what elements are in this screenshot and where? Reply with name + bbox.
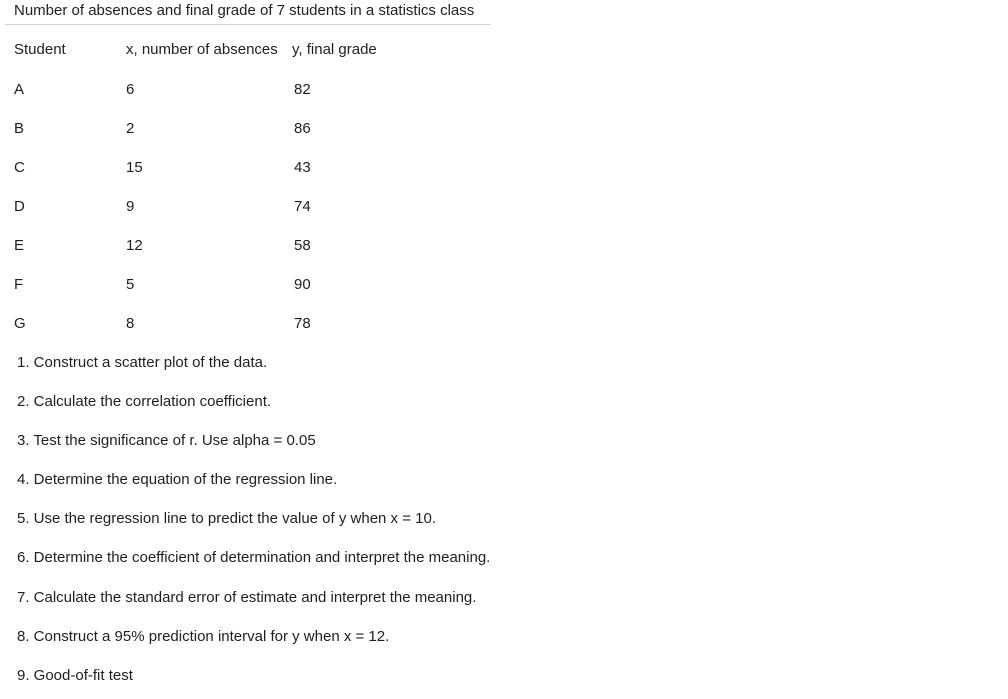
table-row-absences: 2 xyxy=(126,120,135,137)
table-row-student: A xyxy=(14,81,25,98)
table-row-grade: 86 xyxy=(294,120,311,137)
table-row-absences: 6 xyxy=(126,81,135,98)
header-student: Student xyxy=(14,41,66,58)
question-item: 1. Construct a scatter plot of the data. xyxy=(17,354,268,371)
table-row-student: D xyxy=(14,198,25,215)
table-row-student: G xyxy=(14,315,26,332)
header-final-grade: y, final grade xyxy=(292,41,377,58)
title-divider xyxy=(5,24,490,25)
table-row-grade: 43 xyxy=(294,159,311,176)
table-row-grade: 78 xyxy=(294,315,311,332)
table-row-absences: 15 xyxy=(126,159,143,176)
question-item: 7. Calculate the standard error of estimate and interpret the meaning. xyxy=(17,589,477,606)
question-item: 4. Determine the equation of the regression line. xyxy=(17,471,338,488)
question-item: 2. Calculate the correlation coefficient. xyxy=(17,393,272,410)
question-item: 8. Construct a 95% prediction interval for y when x = 12. xyxy=(17,628,390,645)
question-item: 5. Use the regression line to predict the value of y when x = 10. xyxy=(17,510,436,527)
table-row-absences: 9 xyxy=(126,198,135,215)
question-item: 9. Good-of-fit test xyxy=(17,667,133,684)
table-row-grade: 58 xyxy=(294,237,311,254)
table-row-absences: 8 xyxy=(126,315,135,332)
question-item: 3. Test the significance of r. Use alpha = 0.05 xyxy=(17,432,316,449)
table-row-student: B xyxy=(14,120,25,137)
table-row-student: F xyxy=(14,276,24,293)
table-row-absences: 12 xyxy=(126,237,143,254)
header-absences: x, number of absences xyxy=(126,41,278,58)
table-row-student: E xyxy=(14,237,25,254)
table-row-absences: 5 xyxy=(126,276,135,293)
table-row-grade: 82 xyxy=(294,81,311,98)
document-title: Number of absences and final grade of 7 students in a statistics class xyxy=(14,2,475,19)
question-item: 6. Determine the coefficient of determination and interpret the meaning. xyxy=(17,549,491,566)
table-row-grade: 74 xyxy=(294,198,311,215)
table-row-grade: 90 xyxy=(294,276,311,293)
table-row-student: C xyxy=(14,159,25,176)
